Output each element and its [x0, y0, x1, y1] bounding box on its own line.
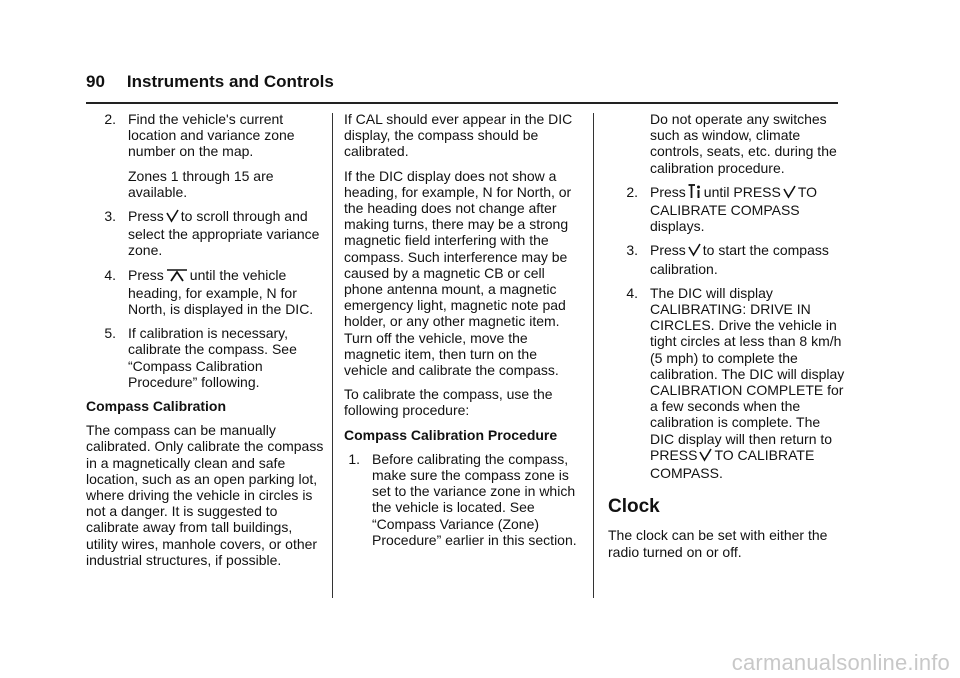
step-text: If calibration is necessary, calibrate the compass. See “Compass Calibration Procedure” following. [128, 325, 297, 390]
step-number: 2. [104, 111, 116, 127]
step-text: TO CALIBRATE COMPASS displays. [650, 183, 818, 235]
step-text: Press [650, 183, 686, 200]
step-text: Press [650, 242, 686, 259]
section-heading: Compass Calibration [86, 398, 227, 415]
step-text: Find the vehicle's current location and variance zone number on the map. [128, 111, 295, 160]
step-number: 2. [626, 183, 638, 200]
step-1 [344, 451, 582, 548]
step-number: 4. [626, 284, 638, 301]
section-heading: Compass Calibration Procedure [344, 426, 558, 443]
step-number: 5. [104, 325, 116, 342]
vehicle-info-icon [688, 184, 702, 202]
column-3 [608, 111, 846, 568]
step-text: TO CALIBRATE COMPASS. [650, 446, 815, 482]
step-4 [608, 285, 846, 481]
column-divider [332, 113, 333, 598]
step-1-continued [608, 111, 846, 176]
step-text: Before calibrating the compass, make sure the compass zone is set to the variance zone in which the vehicle is located. See “Compass Variance (Zone) Procedure” earlier in this section. [372, 450, 577, 548]
checkmark-icon [699, 448, 712, 465]
paragraph: The clock can be set with either the radio turned on or off. [608, 527, 828, 560]
step-text: to scroll through and select the appropriate variance zone. [128, 208, 320, 259]
column-2 [344, 111, 582, 556]
step-text: Press [128, 266, 164, 283]
step-number: 4. [104, 266, 116, 283]
paragraph: If the DIC display does not show a heading, for example, N for North, or the heading does not change after making turns, there may be a strong magnetic field interfering with the compass. Such interference may be caused by a magnetic CB or cell phone antenna mount, a magnetic emergency light, magnetic note pad holder, or any other magnetic item. Turn off the vehicle, move the magnetic item, then turn on the vehicle and calibrate the compass. [344, 167, 572, 379]
paragraph: To calibrate the compass, use the following procedure: [344, 386, 553, 419]
step-2 [86, 111, 324, 200]
step-number: 3. [104, 208, 116, 225]
step-text: Do not operate any switches such as window, climate controls, seats, etc. during the calibration procedure. [650, 111, 837, 176]
paragraph: The compass can be manually calibrated. Only calibrate the compass in a magnetically clean and safe location, such as an open parking lot, where driving the vehicle in circles is not a danger. It is suggested to calibrate away from tall buildings, utility wires, manhole covers, or other industrial structures, if possible. [86, 422, 324, 568]
page-number: 90 [86, 72, 105, 91]
checkmark-icon [166, 209, 179, 226]
step-5 [86, 325, 324, 390]
watermark: carmanualsonline.info [731, 650, 950, 675]
step-text: Press [128, 208, 164, 225]
checkmark-icon [783, 185, 796, 202]
step-3 [608, 242, 846, 276]
step-text: to start the compass calibration. [650, 242, 829, 277]
step-4 [86, 267, 324, 318]
step-3 [86, 208, 324, 259]
checkmark-icon [688, 243, 701, 260]
compass-menu-icon [166, 268, 188, 285]
step-subtext: Zones 1 through 15 are available. [128, 167, 274, 200]
step-text: until PRESS [703, 183, 781, 200]
step-text: The DIC will display CALIBRATING: DRIVE IN CIRCLES. Drive the vehicle in tight circles at less than 8 km/h (5 mph) to complete the calibration. The DIC will display CALIBRATION COMPLETE for a few seconds when the calibration is complete. The DIC display will then return to PRESS [650, 284, 845, 463]
step-number: 1. [348, 450, 360, 467]
step-text: until the vehicle heading, for example, N for North, is displayed in the DIC. [128, 266, 314, 318]
clock-heading: Clock [608, 496, 660, 518]
page-header [86, 72, 838, 104]
step-number: 3. [626, 242, 638, 259]
paragraph: If CAL should ever appear in the DIC display, the compass should be calibrated. [344, 111, 573, 160]
column-1 [86, 111, 324, 576]
step-2 [608, 184, 846, 235]
section-title: Instruments and Controls [126, 72, 334, 91]
column-divider [593, 113, 594, 598]
